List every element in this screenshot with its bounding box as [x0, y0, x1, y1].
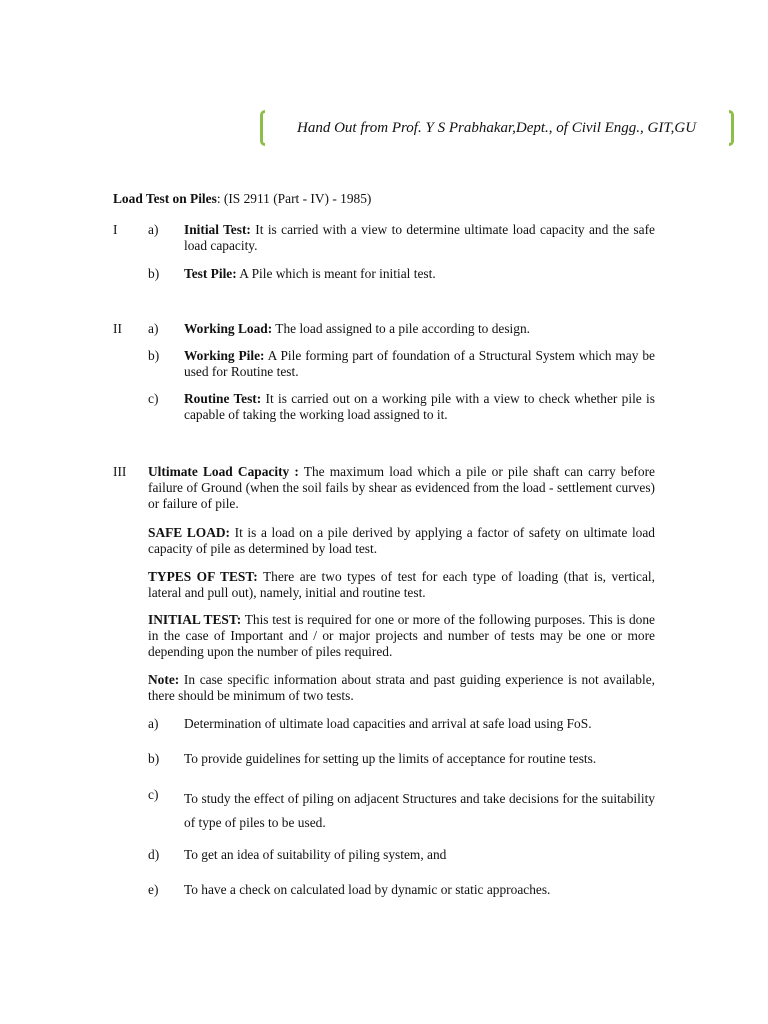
- purpose-c: To study the effect of piling on adjacent Structures and take decisions for the suitability of type of piles to be used.: [184, 791, 655, 830]
- purpose-e-letter: e): [148, 882, 159, 897]
- section1-numeral: I: [113, 222, 118, 237]
- term: TYPES OF TEST:: [148, 569, 258, 584]
- section2-item-c-letter: c): [148, 391, 159, 406]
- definition: A Pile forming part of foundation of a Structural System which may be used for Routine test.: [184, 348, 655, 379]
- term: Working Pile:: [184, 348, 265, 363]
- header-right-bracket: [729, 110, 734, 146]
- header-left-bracket: [260, 110, 265, 146]
- definition: This test is required for one or more of the following purposes. This is done in the case of Important and / or major projects and number of tests may be one or more depending upon the number of piles required.: [148, 612, 655, 659]
- purpose-a: Determination of ultimate load capacities and arrival at safe load using FoS.: [184, 716, 592, 731]
- purpose-b-letter: b): [148, 751, 160, 766]
- purpose-e: To have a check on calculated load by dynamic or static approaches.: [184, 882, 551, 897]
- purpose-d: To get an idea of suitability of piling system, and: [184, 847, 447, 862]
- section3-paragraph-types-of-test: [148, 569, 655, 601]
- term: Note:: [148, 672, 180, 687]
- definition: The maximum load which a pile or pile shaft can carry before failure of Ground (when the soil fails by shear as evidenced from the load - settlement curves) or failure of pile.: [148, 464, 655, 511]
- definition: A Pile which is meant for initial test.: [236, 266, 436, 281]
- section3-paragraph-note: [148, 672, 655, 704]
- section2-item-b-letter: b): [148, 348, 160, 363]
- section1-item-b-letter: b): [148, 266, 160, 281]
- purpose-c-letter: c): [148, 787, 159, 802]
- title-rest: : (IS 2911 (Part - IV) - 1985): [216, 191, 372, 206]
- section3-numeral: III: [113, 464, 127, 479]
- page-title: [113, 191, 371, 207]
- section2-item-a-letter: a): [148, 321, 159, 336]
- title-bold: Load Test on Piles: [113, 191, 217, 206]
- section2-item-a: [184, 321, 655, 337]
- header-text: Hand Out from Prof. Y S Prabhakar,Dept., of Civil Engg., GIT,GU: [297, 120, 697, 136]
- definition: It is a load on a pile derived by applying a factor of safety on ultimate load capacity of pile as determined by load test.: [148, 525, 655, 556]
- term: INITIAL TEST:: [148, 612, 242, 627]
- section2-numeral: II: [113, 321, 122, 336]
- section3-paragraph-safe-load: [148, 525, 655, 557]
- section2-item-b: [184, 348, 655, 380]
- section3-paragraph-initial-test: [148, 612, 655, 660]
- term: Working Load:: [184, 321, 273, 336]
- definition: It is carried with a view to determine ultimate load capacity and the safe load capacity.: [184, 222, 655, 253]
- section1-item-b: [184, 266, 655, 282]
- term: Initial Test:: [184, 222, 251, 237]
- purpose-a-letter: a): [148, 716, 159, 731]
- definition: In case specific information about strata and past guiding experience is not available, there should be minimum of two tests.: [148, 672, 655, 703]
- definition: The load assigned to a pile according to design.: [272, 321, 531, 336]
- section1-item-a: [184, 222, 655, 254]
- definition: It is carried out on a working pile with a view to check whether pile is capable of taking the working load assigned to it.: [184, 391, 655, 422]
- section2-item-c: [184, 391, 655, 423]
- purpose-b: To provide guidelines for setting up the limits of acceptance for routine tests.: [184, 751, 597, 766]
- definition: There are two types of test for each type of loading (that is, vertical, lateral and pull out), namely, initial and routine test.: [148, 569, 655, 600]
- section3-paragraph-ultimate-load: [148, 464, 655, 512]
- term: SAFE LOAD:: [148, 525, 230, 540]
- term: Test Pile:: [184, 266, 237, 281]
- term: Ultimate Load Capacity :: [148, 464, 299, 479]
- term: Routine Test:: [184, 391, 262, 406]
- section1-item-a-letter: a): [148, 222, 159, 237]
- purpose-d-letter: d): [148, 847, 160, 862]
